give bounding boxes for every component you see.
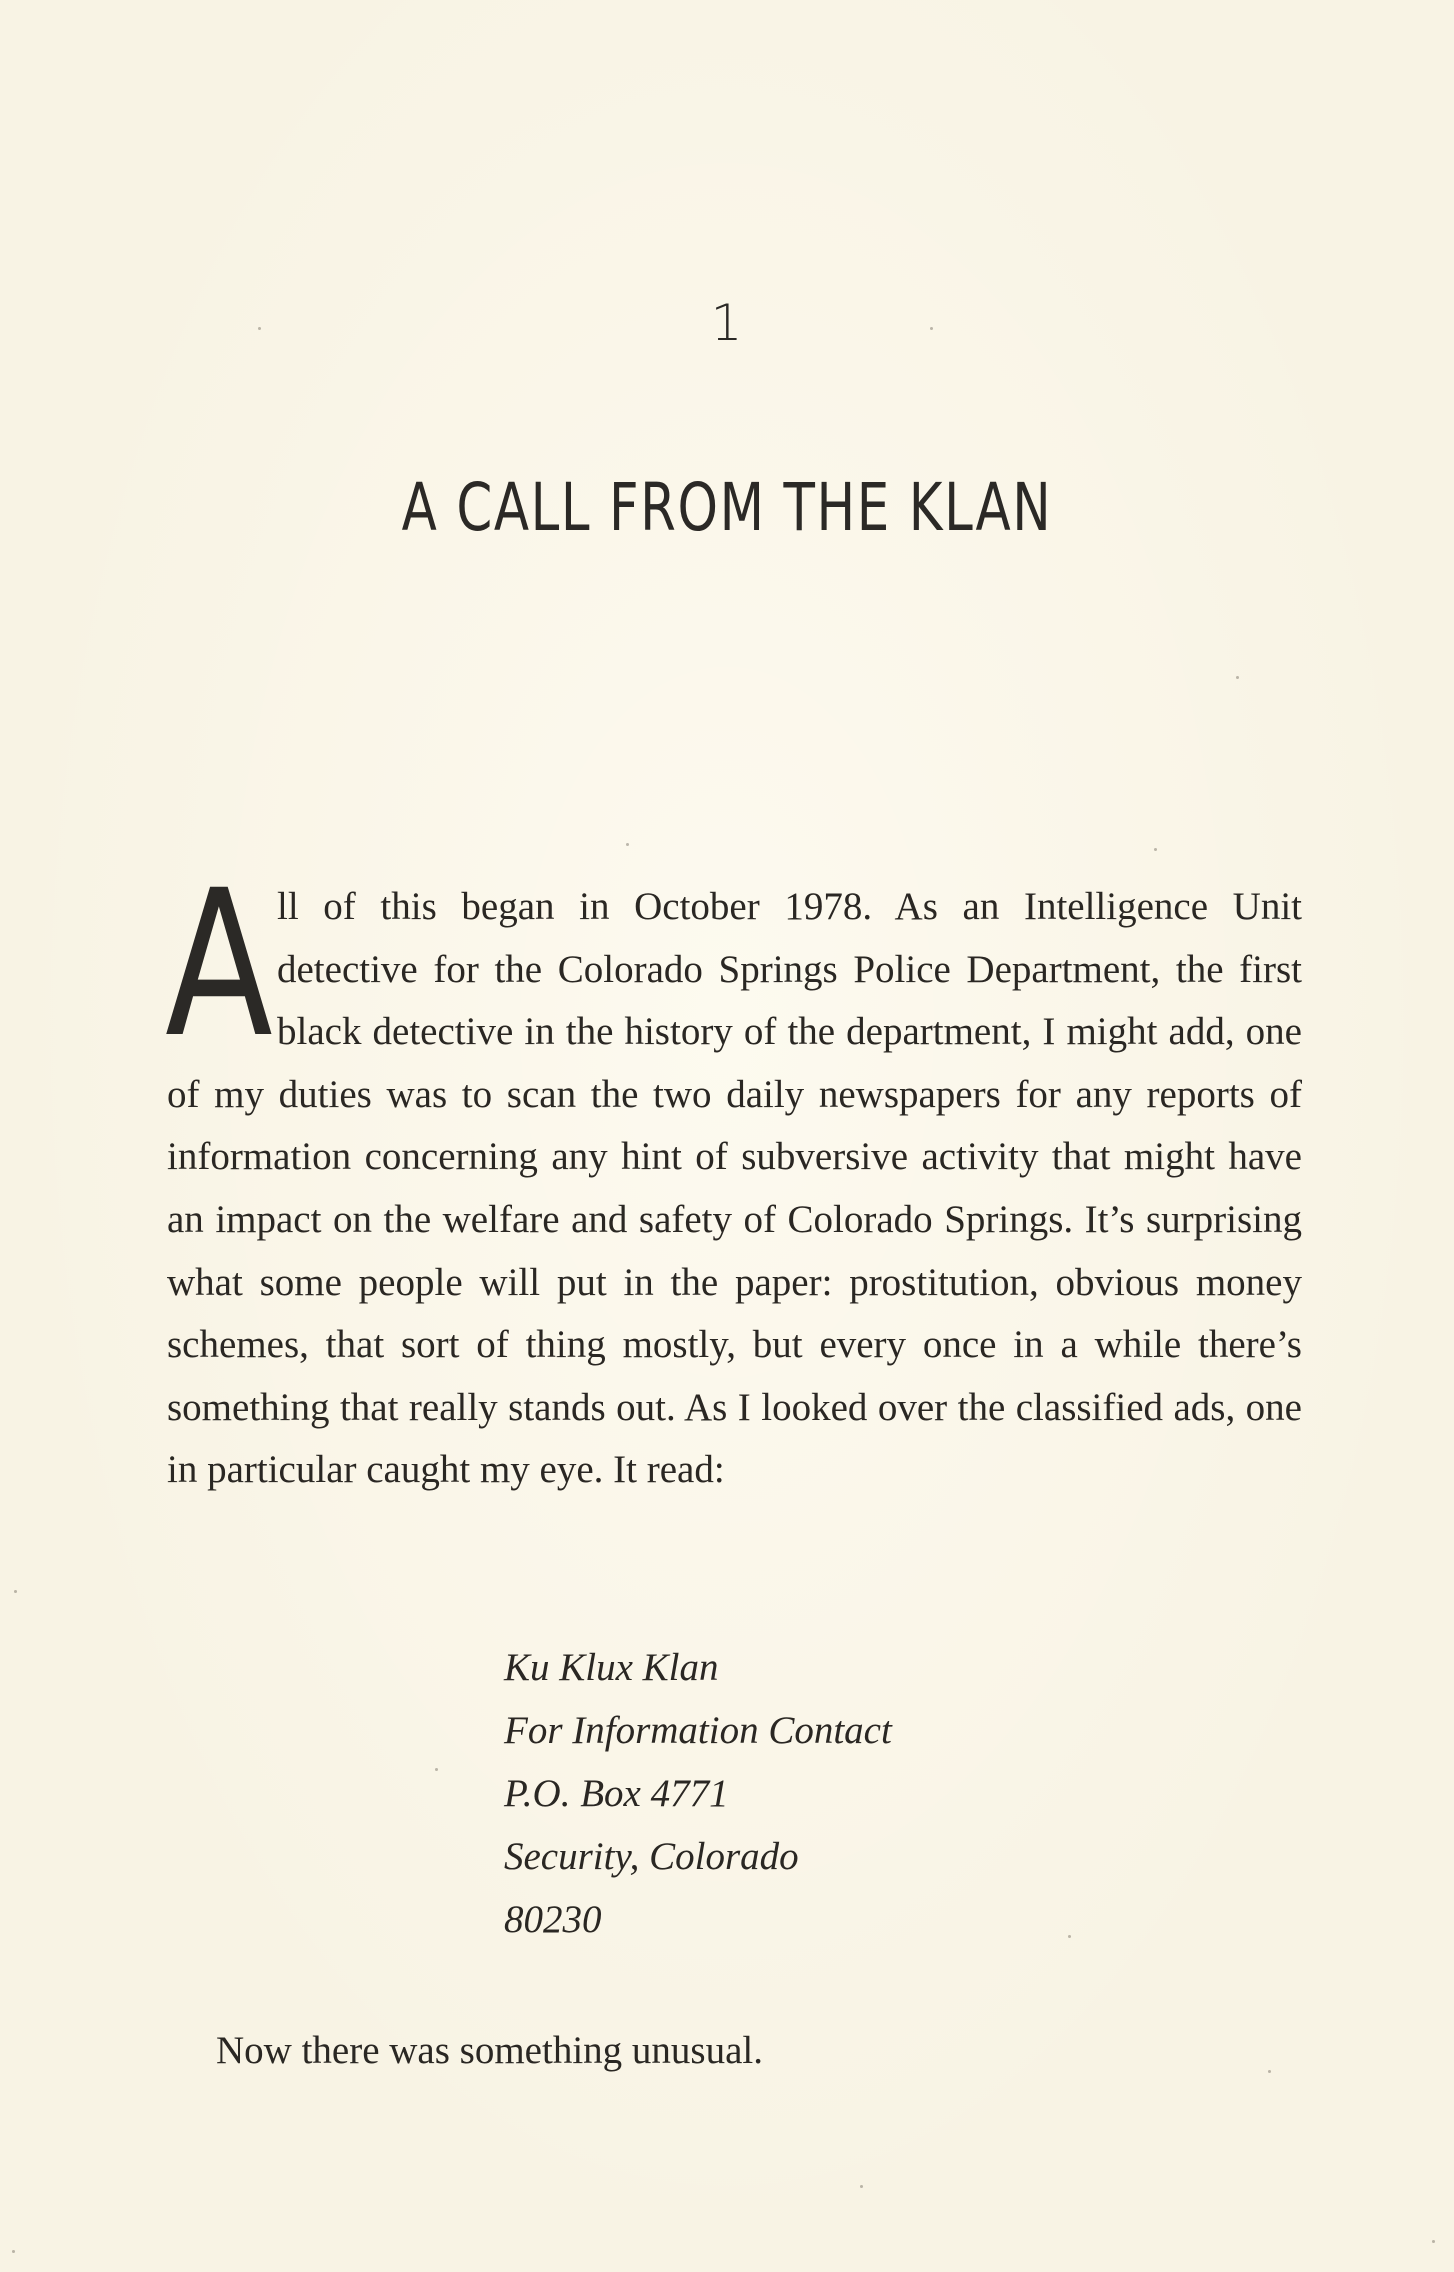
chapter-number: 1 bbox=[710, 294, 744, 352]
ad-line: Ku Klux Klan bbox=[504, 1646, 719, 1689]
paper-speck bbox=[435, 1768, 438, 1771]
paper-speck bbox=[1236, 676, 1239, 679]
paper-speck bbox=[14, 1590, 17, 1593]
chapter-title: A CALL FROM THE KLAN bbox=[401, 469, 1053, 546]
paper-speck bbox=[1268, 2070, 1271, 2073]
ad-line: For Information Contact bbox=[504, 1709, 892, 1752]
drop-cap: A bbox=[165, 846, 273, 1082]
ad-line: Security, Colorado bbox=[504, 1835, 799, 1878]
paper-speck bbox=[860, 2185, 863, 2188]
paper-speck bbox=[1068, 1935, 1071, 1938]
classified-ad bbox=[504, 1636, 892, 1951]
body-paragraph bbox=[165, 846, 1302, 1502]
paper-speck bbox=[626, 843, 629, 846]
paper-speck bbox=[12, 2250, 15, 2253]
closing-sentence: Now there was something unusual. bbox=[216, 2029, 763, 2072]
ad-line: P.O. Box 4771 bbox=[504, 1772, 729, 1815]
paragraph-text: ll of this began in October 1978. As an Intelligence Unit detective for the Colorado Springs Police Department, the first black detective in the history of the department, I might add, one of my duties was to scan the two daily newspapers for any reports of information concerning any hint of subversive activity that might have an impact on the welfare and safety of Colorado Springs. It’s surprising what some people will put in the paper: prostitution, obvious money schemes, that sort of thing mostly, but every once in a while there’s something that really stands out. As I looked over the classified ads, one in particular caught my eye. It read: bbox=[167, 885, 1302, 1492]
paper-speck bbox=[1432, 2240, 1435, 2243]
paper-speck bbox=[1154, 848, 1157, 851]
ad-line: 80230 bbox=[504, 1898, 602, 1941]
